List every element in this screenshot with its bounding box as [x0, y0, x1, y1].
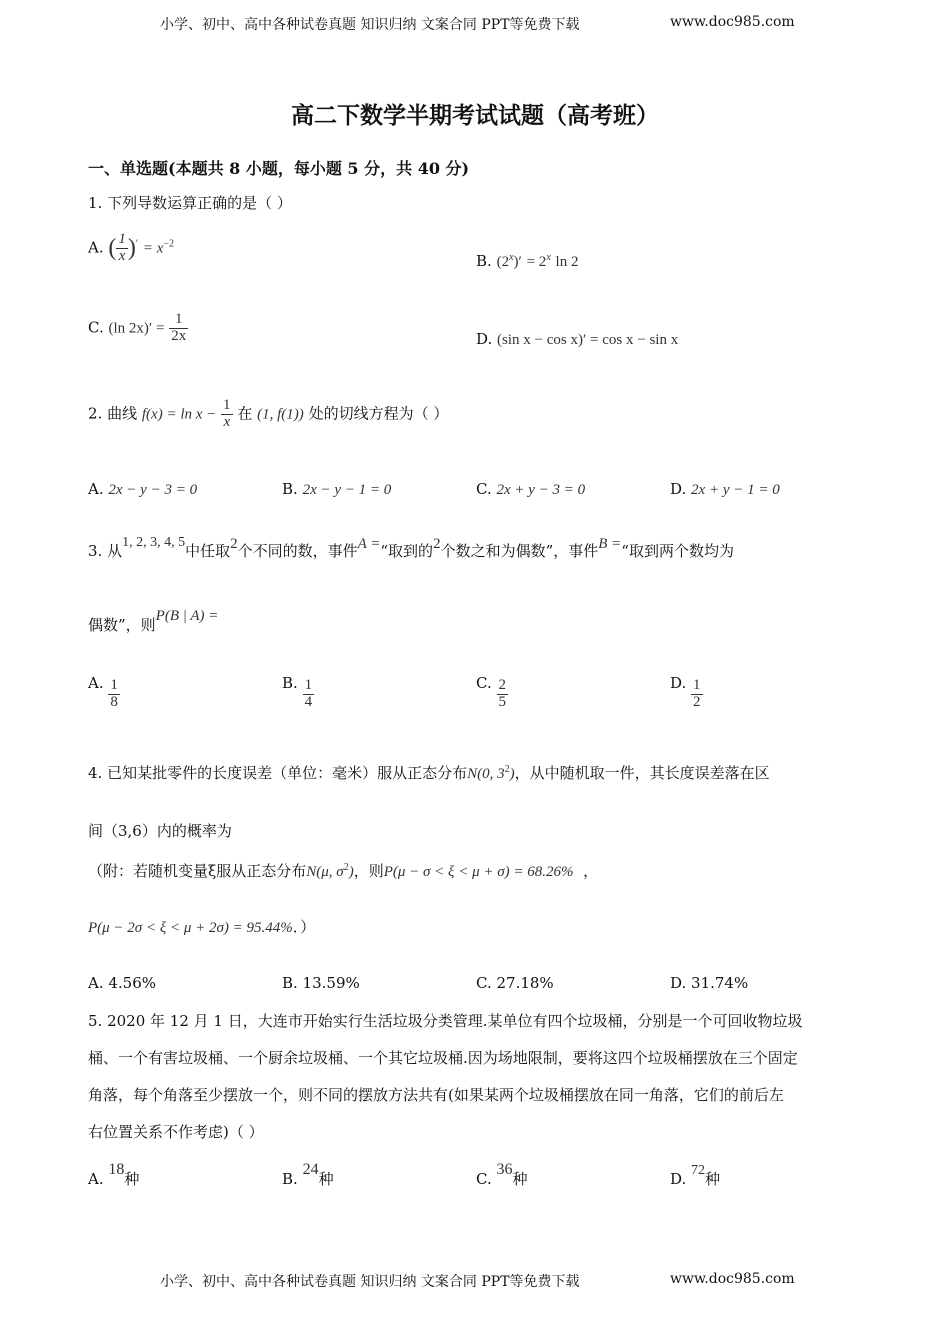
q1-d-math: (sin x − cos x)′ = cos x − sin x	[497, 332, 679, 348]
q4-option-a: A. 4.56%	[88, 974, 157, 992]
q1-b-label: B.	[476, 252, 492, 270]
q1-stem: 1. 下列导数运算正确的是（ ）	[88, 194, 292, 212]
q2-option-c: C. 2x + y − 3 = 0	[476, 480, 586, 498]
q4-option-d: D. 31.74%	[670, 974, 749, 992]
q2-func: f(x) = ln x −	[141, 406, 217, 423]
footer-site-link[interactable]: www.doc985.com	[670, 1271, 795, 1287]
q1-a-exp: −2	[163, 238, 175, 250]
q5-option-d: D. 72种	[670, 1163, 721, 1188]
q5-option-c: C. 36种	[476, 1161, 528, 1188]
q3-prob: P(B | A) =	[155, 608, 219, 624]
header-text: 小学、初中、高中各种试卷真题 知识归纳 文案合同 PPT等免费下载	[160, 17, 580, 33]
q4-option-b: B. 13.59%	[282, 974, 360, 992]
q1-b-ln: ln 2	[555, 254, 579, 270]
q1-c-lhs: (ln 2x)′ =	[108, 320, 165, 337]
q3-option-b: B. $\frac{1}{4}$	[282, 674, 313, 710]
q5-option-a: A. 18种	[88, 1161, 140, 1188]
section-heading: 一、单选题(本题共 8 小题，每小题 5 分，共 40 分)	[88, 159, 470, 178]
q2-option-d: D. 2x + y − 1 = 0	[670, 480, 780, 498]
q1-b-exp: x	[546, 252, 551, 263]
q3-option-c: C. $\frac{2}{5}$	[476, 674, 506, 710]
q1-b-rhs: = 2	[526, 254, 547, 270]
q2-option-a: A. 2x − y − 3 = 0	[88, 480, 198, 498]
q1-d-label: D.	[476, 330, 493, 348]
q1-c-frac: $\frac{1}{2x}$	[171, 311, 187, 344]
q5-line1: 5. 2020 年 12 月 1 日，大连市开始实行生活垃圾分类管理.某单位有四个垃圾桶，分别是一个可回收物垃圾	[88, 1012, 803, 1030]
q1-option-c	[88, 312, 188, 345]
q3-option-d: D. $\frac{1}{2}$	[670, 674, 701, 710]
q4-p1: P(μ − σ < ξ < μ + σ) = 68.26%	[383, 864, 574, 880]
q2-stem: 2. 曲线 f(x) = ln x − $\frac{1}{x}$ 在 (1, f(1)) 处的切线方程为（ ）	[88, 397, 449, 430]
q3-stem-line2: 偶数”，则P(B | A) =	[88, 608, 219, 634]
q1-option-b: B. $(2^x)' = 2^x$ ln 2	[476, 252, 579, 270]
q4-option-c: C. 27.18%	[476, 974, 554, 992]
q1-option-d	[476, 330, 678, 349]
q2-option-b: B. 2x − y − 1 = 0	[282, 480, 392, 498]
q3-option-a: A. $\frac{1}{8}$	[88, 674, 118, 710]
q2-point: (1, f(1))	[257, 406, 304, 423]
q4-line2: 间（3,6）内的概率为	[88, 822, 232, 840]
page-title: 高二下数学半期考试试题（高考班）	[291, 102, 659, 129]
q5-line2: 桶、一个有害垃圾桶、一个厨余垃圾桶、一个其它垃圾桶.因为场地限制，要将这四个垃圾桶摆放在三个固定	[88, 1049, 798, 1067]
q4-p2: P(μ − 2σ < ξ < μ + 2σ) = 95.44%	[88, 920, 293, 936]
q4-line1: 4. 已知某批零件的长度误差（单位：毫米）服从正态分布N(0, $3^2$)，从中随机取一件，其长度误差落在区	[88, 764, 770, 782]
q4-line4: P(μ − 2σ < ξ < μ + 2σ) = 95.44%．）	[88, 918, 316, 936]
q1-a-rhs: = x	[142, 240, 164, 257]
q2-frac: $\frac{1}{x}$	[223, 397, 231, 430]
q4-line3: （附：若随机变量ξ服从正态分布N(μ, $\sigma^2$)，则P(μ − σ < ξ < μ + σ) = 68.26% ，	[88, 862, 599, 880]
q4-dist: N(0, 3	[467, 766, 505, 782]
q1-c-label: C.	[88, 318, 104, 337]
q5-line3: 角落，每个角落至少摆放一个，则不同的摆放方法共有(如果某两个垃圾桶摆放在同一角落，它们的前后左	[88, 1086, 784, 1104]
q1-a-label: A.	[88, 238, 104, 257]
footer-text: 小学、初中、高中各种试卷真题 知识归纳 文案合同 PPT等免费下载	[160, 1274, 580, 1290]
q5-option-b: B. 24种	[282, 1161, 334, 1188]
header-site-link[interactable]: www.doc985.com	[670, 14, 795, 30]
q1-option-a: A. ( $\frac{1}{x}$ )$' = x^{-2}$	[88, 231, 175, 264]
q1-a-frac: $\frac{1}{x}$	[118, 231, 126, 264]
q3-stem-line1: 3. 从1, 2, 3, 4, 5中任取2个不同的数，事件A =“取到的2个数之和为偶数”，事件B =“取到两个数均为	[88, 535, 734, 560]
q5-line4: 右位置关系不作考虑)（ ）	[88, 1123, 264, 1141]
